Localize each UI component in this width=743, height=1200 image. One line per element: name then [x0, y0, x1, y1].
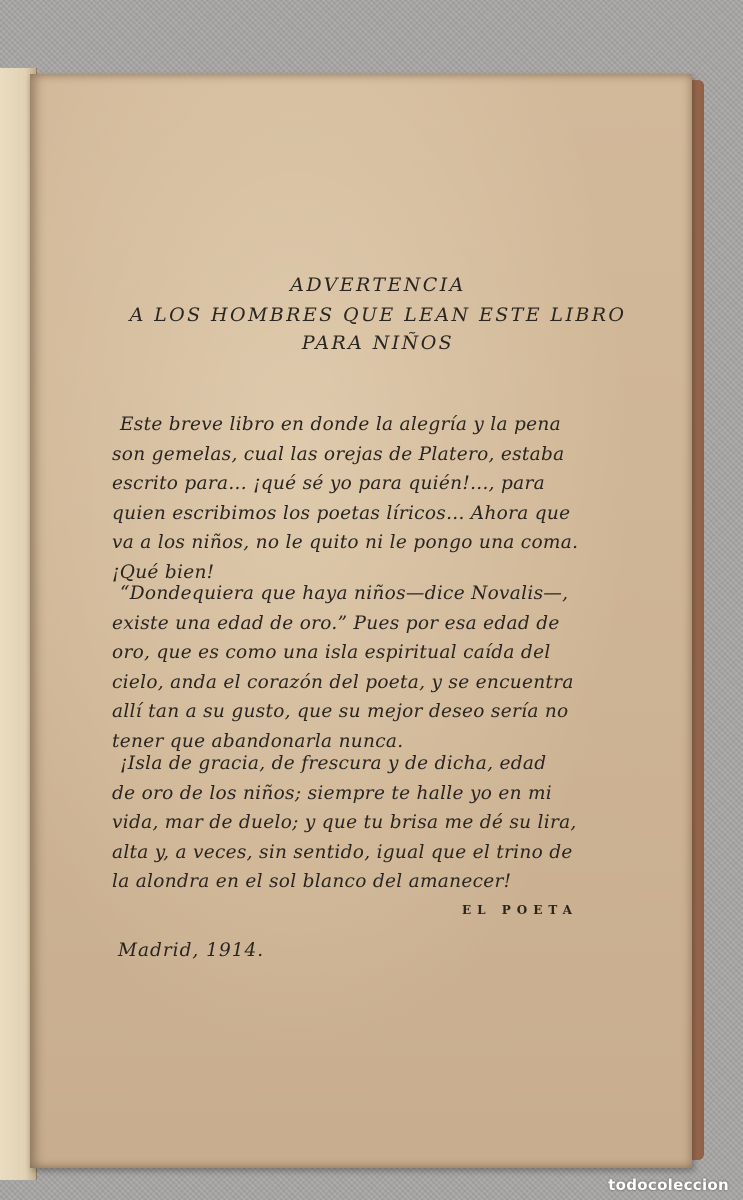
- text-line: ¡Isla de gracia, de frescura y de dicha, edad: [120, 753, 547, 774]
- text-line: “Dondequiera que haya niños—dice Novalis—,: [120, 583, 569, 604]
- book-page: [30, 74, 692, 1168]
- text-line: de oro de los niños; siempre te halle yo en mi: [112, 782, 553, 804]
- text-line: quien escribimos los poetas líricos... Ahora que: [112, 502, 571, 524]
- text-line: vida, mar de duelo; y que tu brisa me dé su lira,: [112, 812, 577, 834]
- place-date: Madrid, 1914.: [118, 940, 265, 961]
- heading-subtitle-2: PARA NIÑOS: [301, 332, 455, 354]
- text-line: alta y, a veces, sin sentido, igual que el trino de: [112, 841, 573, 863]
- paragraph-1: [112, 410, 592, 588]
- heading-subtitle: A LOS HOMBRES QUE LEAN ESTE LIBRO: [129, 304, 627, 326]
- text-line: tener que abandonarla nunca.: [112, 730, 404, 752]
- paragraph-2: [112, 579, 592, 757]
- text-line: escrito para... ¡qué sé yo para quién!..., para: [112, 473, 545, 495]
- watermark: todocoleccion: [608, 1176, 729, 1194]
- text-line: ¡Qué bien!: [112, 561, 215, 583]
- heading-title: ADVERTENCIA: [290, 274, 466, 296]
- paragraph-3: [112, 749, 592, 897]
- text-line: la alondra en el sol blanco del amanecer!: [112, 871, 512, 893]
- text-line: allí tan a su gusto, que su mejor deseo sería no: [112, 701, 569, 723]
- text-line: cielo, anda el corazón del poeta, y se encuentra: [112, 671, 574, 693]
- signature: EL POETA: [462, 903, 578, 917]
- text-line: Este breve libro en donde la alegría y la pena: [120, 414, 561, 435]
- text-line: son gemelas, cual las orejas de Platero, estaba: [112, 443, 565, 465]
- text-line: oro, que es como una isla espiritual caída del: [112, 642, 551, 664]
- text-line: existe una edad de oro.” Pues por esa edad de: [112, 612, 560, 634]
- text-line: va a los niños, no le quito ni le pongo una coma.: [112, 532, 579, 554]
